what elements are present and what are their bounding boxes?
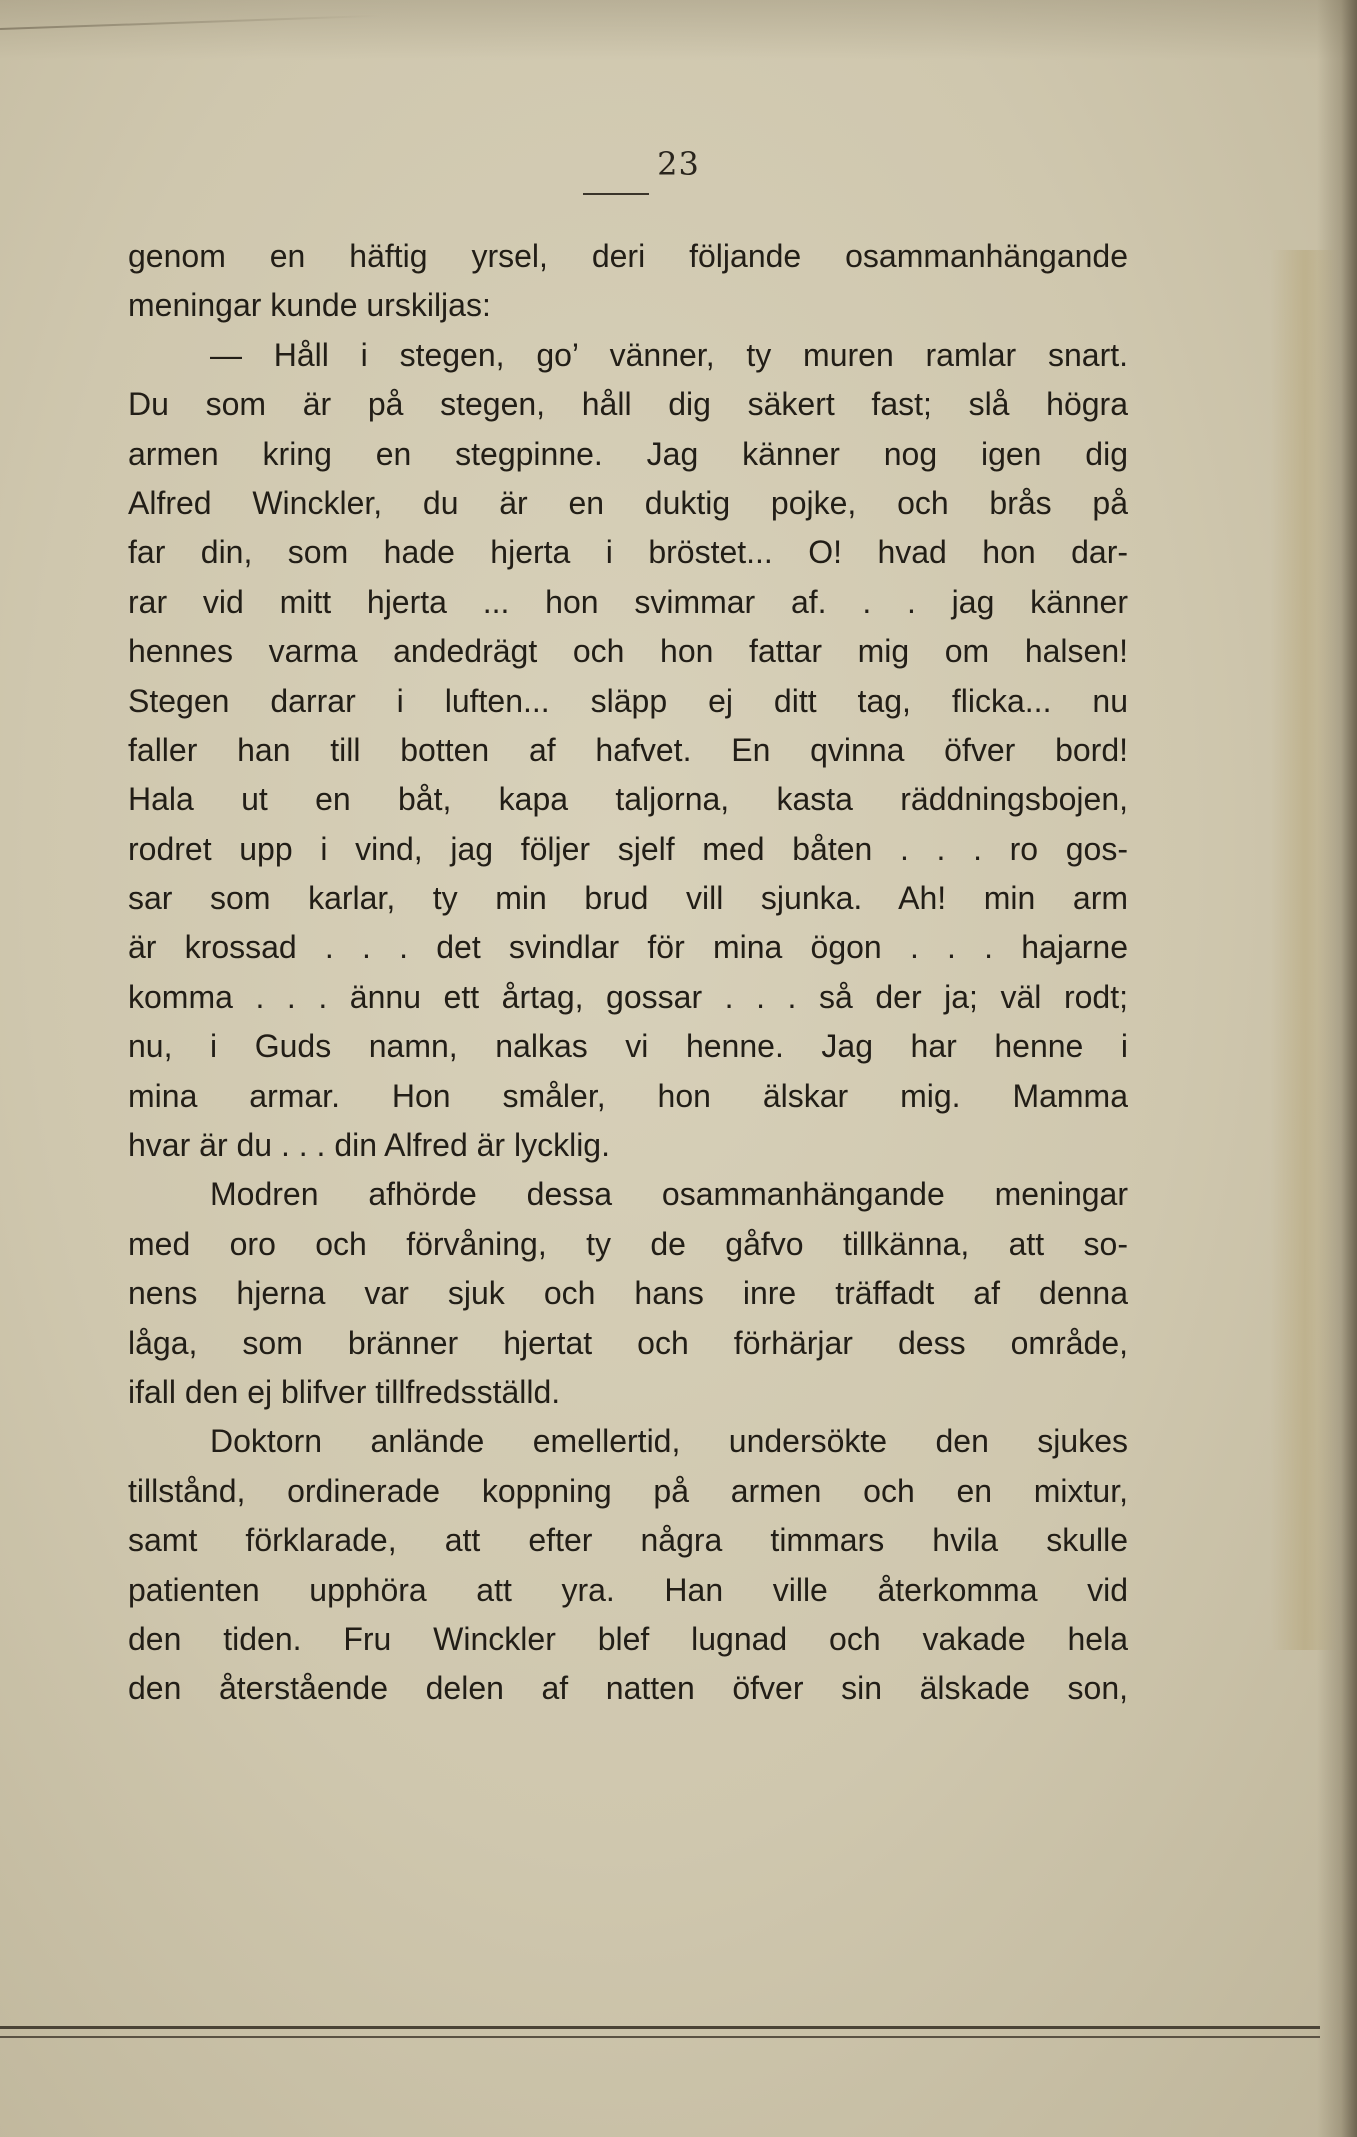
text-line: rar vid mitt hjerta ... hon svimmar af. . . jag känner bbox=[128, 583, 1128, 620]
text-line: Du som är på stegen, håll dig säkert fast; slå högra bbox=[128, 386, 1128, 423]
text-line: ifall den ej blifver tillfredsställd. bbox=[128, 1373, 561, 1410]
text-line: nens hjerna var sjuk och hans inre träffadt af denna bbox=[128, 1275, 1128, 1312]
page-number: 23 bbox=[657, 145, 700, 183]
text-line: låga, som bränner hjertat och förhärjar dess område, bbox=[128, 1324, 1128, 1361]
text-line: hvar är du . . . din Alfred är lycklig. bbox=[128, 1127, 610, 1164]
text-line: tillstånd, ordinerade koppning på armen och en mixtur, bbox=[128, 1472, 1128, 1509]
scan-line bbox=[0, 2036, 1320, 2038]
text-line: Stegen darrar i luften... släpp ej ditt tag, flicka... nu bbox=[128, 682, 1128, 719]
text-line: Alfred Winckler, du är en duktig pojke, och brås på bbox=[128, 484, 1128, 521]
text-line: nu, i Guds namn, nalkas vi henne. Jag har henne i bbox=[128, 1028, 1128, 1065]
text-line: meningar kunde urskiljas: bbox=[128, 287, 491, 324]
text-line: Hala ut en båt, kapa taljorna, kasta räddningsbojen, bbox=[128, 781, 1128, 818]
text-line: faller han till botten af hafvet. En qvinna öfver bord! bbox=[128, 731, 1128, 768]
text-line: samt förklarade, att efter några timmars hvila skulle bbox=[128, 1522, 1128, 1559]
text-line: komma . . . ännu ett årtag, gossar . . . så der ja; väl rodt; bbox=[128, 978, 1128, 1015]
text-line: far din, som hade hjerta i bröstet... O! hvad hon dar- bbox=[128, 534, 1128, 571]
text-line: armen kring en stegpinne. Jag känner nog igen dig bbox=[128, 435, 1128, 472]
body-text bbox=[128, 232, 1128, 1714]
text-line: hennes varma andedrägt och hon fattar mig om halsen! bbox=[128, 633, 1128, 670]
text-line: Doktorn anlände emellertid, undersökte den sjukes bbox=[210, 1423, 1128, 1460]
text-line: Modren afhörde dessa osammanhängande meningar bbox=[210, 1176, 1128, 1213]
text-line: är krossad . . . det svindlar för mina ögon . . . hajarne bbox=[128, 929, 1128, 966]
text-line: med oro och förvåning, ty de gåfvo tillkänna, att so- bbox=[128, 1225, 1128, 1262]
text-line: den återstående delen af natten öfver sin älskade son, bbox=[128, 1670, 1128, 1707]
text-line: rodret upp i vind, jag följer sjelf med båten . . . ro gos- bbox=[128, 830, 1128, 867]
scan-bottom-lines bbox=[0, 2026, 1320, 2046]
text-line: den tiden. Fru Winckler blef lugnad och vakade hela bbox=[128, 1620, 1128, 1657]
text-line: genom en häftig yrsel, deri följande osammanhängande bbox=[128, 238, 1128, 274]
text-line: sar som karlar, ty min brud vill sjunka. Ah! min arm bbox=[128, 880, 1128, 917]
text-line: mina armar. Hon småler, hon älskar mig. Mamma bbox=[128, 1077, 1128, 1114]
text-line: patienten upphöra att yra. Han ville återkomma vid bbox=[128, 1571, 1128, 1608]
paper-stain bbox=[1270, 250, 1340, 1650]
scan-line bbox=[0, 2026, 1320, 2029]
text-line: — Håll i stegen, go’ vänner, ty muren ramlar snart. bbox=[210, 336, 1128, 373]
page-number-underline bbox=[583, 193, 649, 195]
page-top-shadow bbox=[0, 0, 1357, 60]
